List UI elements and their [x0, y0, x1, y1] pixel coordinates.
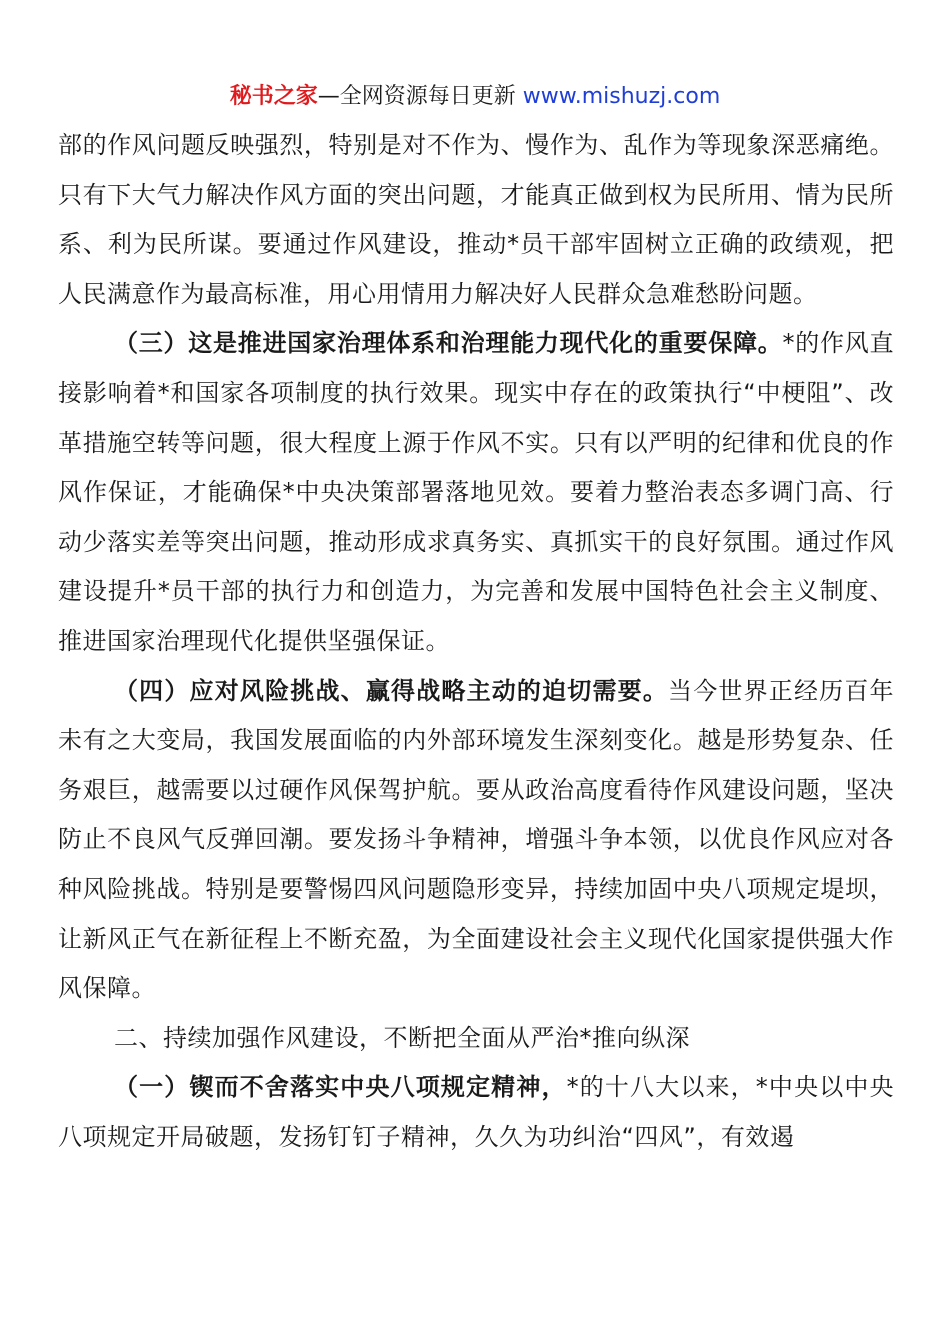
- brand-name: 秘书之家: [229, 84, 318, 109]
- paragraph-section-3: [58, 319, 894, 666]
- page-header: [0, 80, 950, 114]
- paragraph-section-4: [58, 667, 894, 1014]
- paragraph-continuation: [58, 121, 894, 319]
- paragraph-subsection-1: [58, 1063, 894, 1162]
- header-tagline: —全网资源每日更新: [317, 84, 523, 109]
- paragraph-text: 部的作风问题反映强烈，特别是对不作为、慢作为、乱作为等现象深恶痛绝。只有下大气力解决作风方面的突出问题，才能真正做到权为民所用、情为民所系、利为民所谋。要通过作风建设，推动*员干部牢固树立正确的政绩观，把人民满意作为最高标准，用心用情用力解决好人民群众急难愁盼问题。: [58, 131, 894, 308]
- paragraph-text: *的作风直接影响着*和国家各项制度的执行效果。现实中存在的政策执行“中梗阻”、改革措施空转等问题，很大程度上源于作风不实。只有以严明的纪律和优良的作风作保证，才能确保*中央决策部署落地见效。要着力整治表态多调门高、行动少落实差等突出问题，推动形成求真务实、真抓实干的良好氛围。通过作风建设提升*员干部的执行力和创造力，为完善和发展中国特色社会主义制度、推进国家治理现代化提供坚强保证。: [58, 329, 895, 655]
- section-heading: （三）这是推进国家治理体系和治理能力现代化的重要保障。: [114, 329, 783, 358]
- paragraph-text: 当今世界正经历百年未有之大变局，我国发展面临的内外部环境发生深刻变化。越是形势复杂、任务艰巨，越需要以过硬作风保驾护航。要从政治高度看待作风建设问题，坚决防止不良风气反弹回潮。要发扬斗争精神，增强斗争本领，以优良作风应对各种风险挑战。特别是要警惕四风问题隐形变异，持续加固中央八项规定堤坝，让新风正气在新征程上不断充盈，为全面建设社会主义现代化国家提供强大作风保障。: [58, 676, 895, 1003]
- chapter-heading-text: 二、持续加强作风建设，不断把全面从严治*推向纵深: [114, 1023, 690, 1052]
- header-url[interactable]: www.mishuzj.com: [522, 84, 721, 109]
- section-heading: （一）锲而不舍落实中央八项规定精神，: [114, 1073, 567, 1102]
- paragraph-text: *的十八大以来，*中央以中央八项规定开局破题，发扬钉钉子精神，久久为功纠治“四风”，有效遏: [58, 1073, 895, 1151]
- chapter-heading: [58, 1014, 894, 1064]
- section-heading: （四）应对风险挑战、赢得战略主动的迫切需要。: [114, 676, 669, 705]
- document-body: [58, 121, 894, 1162]
